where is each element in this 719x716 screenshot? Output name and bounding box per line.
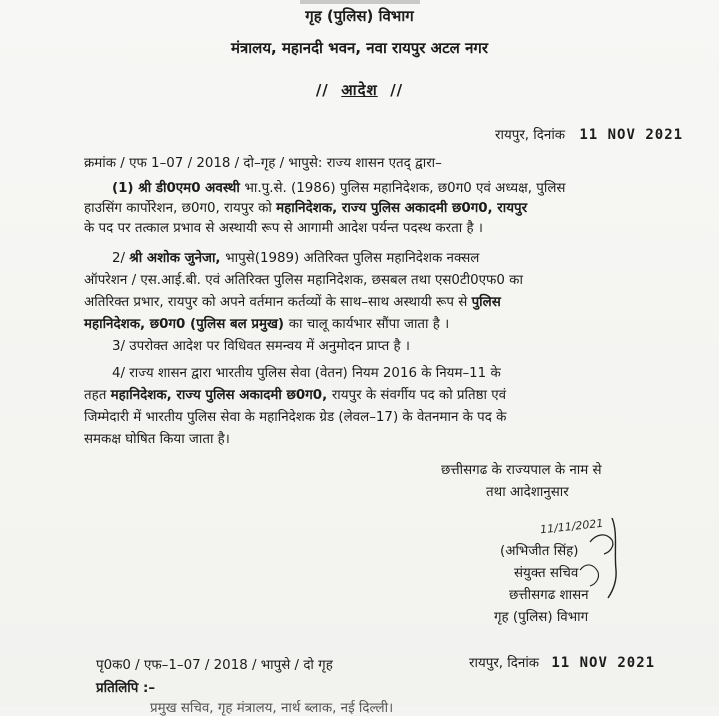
para4-line4: समकक्ष घोषित किया जाता है। [84,432,230,447]
para2-officer-name: श्री अशोक जुनेजा, [129,251,226,266]
signatory-designation: संयुक्त सचिव [514,566,579,581]
department-heading: गृह (पुलिस) विभाग [305,7,414,25]
reference-line: क्रमांक / एफ 1–07 / 2018 / दो–गृह / भापुसे: राज्य शासन एतद् द्वारा– [84,156,442,171]
endorsement-reference: पृ0क0 / एफ–1–07 / 2018 / भापुसे / दो गृह [96,658,333,673]
endorsement-dateline [469,653,655,671]
para1-line1 [112,178,565,196]
para1-officer-name: (1) श्री डी0एम0 अवस्थी [112,181,245,196]
para4-line2-start: तहत [84,388,111,403]
order-title [0,80,719,100]
date-stamp: 11 NOV 2021 [579,127,684,143]
top-edge-mark [300,0,420,4]
authority-line2: तथा आदेशानुसार [486,485,569,500]
para2-line4 [84,314,449,332]
para1-line2-start: हाउसिंग कार्पोरेशन, छ0ग0, रायपुर को [84,201,277,216]
para4-line2-rest: रायपुर के संवर्गीय पद को प्रतिष्ठा एवं [331,388,507,403]
signature-date: 11/11/2021 [539,516,604,537]
dateline-place: रायपुर, दिनांक [495,128,566,143]
order-marks-left: // [315,81,329,99]
para2-line1 [112,248,479,266]
copy-to-label: प्रतिलिपि :– [96,681,156,696]
para4-line1: 4/ राज्य शासन द्वारा भारतीय पुलिस सेवा (वेतन) नियम 2016 के नियम–11 के [112,366,501,381]
para2-line1-rest: भापुसे(1989) अतिरिक्त पुलिस महानिदेशक नक्सल [225,251,480,266]
para4-line3: जिम्मेदारी में भारतीय पुलिस सेवा के महानिदेशक ग्रेड (लेवल–17) के वेतनमान के पद के [84,410,507,425]
para1-new-post: महानिदेशक, राज्य पुलिस अकादमी छ0ग0, रायपुर [276,201,528,216]
signatory-department: गृह (पुलिस) विभाग [494,610,589,625]
para3: 3/ उपरोक्त आदेश पर विधिवत समन्वय में अनुमोदन प्राप्त है । [112,339,410,354]
dateline [495,125,683,143]
para4-line2 [84,385,506,403]
para2-line3-bold: पुलिस [471,295,501,310]
para1-line1-rest: भा.पु.से. (1986) पुलिस महानिदेशक, छ0ग0 एवं अध्यक्ष, पुलिस [244,181,566,196]
order-marks-right: // [390,81,404,99]
para2-line3 [84,292,501,310]
order-title-text: आदेश [341,81,378,99]
para2-post-title: महानिदेशक, छ0ग0 (पुलिस बल प्रमुख) [84,317,289,332]
para1-line3: के पद पर तत्काल प्रभाव से अस्थायी रूप से आगामी आदेश पर्यन्त पदस्थ करता है । [84,221,483,236]
para4-post-title: महानिदेशक, राज्य पुलिस अकादमी छ0ग0, [110,388,332,403]
authority-line1: छत्तीसगढ के राज्यपाल के नाम से [441,463,602,478]
signatory-name: (अभिजीत सिंह) [500,544,579,559]
signatory-government: छत्तीसगढ शासन [509,588,589,603]
endorsement-place: रायपुर, दिनांक [469,656,540,671]
para1-line2 [84,198,527,216]
ministry-address: मंत्रालय, महानदी भवन, नवा रायपुर अटल नगर [231,39,488,57]
para2-line2: ऑपरेशन / एस.आई.बी. एवं अतिरिक्त पुलिस महानिदेशक, छसबल तथा एस0टी0एफ0 का [84,273,523,288]
para2-number: 2/ [112,251,130,266]
para2-line3-start: अतिरिक्त प्रभार, रायपुर को अपने वर्तमान कर्तव्यों के साथ–साथ अस्थायी रूप से [84,295,472,310]
para2-line4-rest: का चालू कार्यभार सौंपा जाता है । [288,317,450,332]
copy-recipient-1: प्रमुख सचिव, गृह मंत्रालय, नार्थ ब्लाक, नई दिल्ली। [150,701,394,716]
endorsement-date-stamp: 11 NOV 2021 [551,655,656,671]
